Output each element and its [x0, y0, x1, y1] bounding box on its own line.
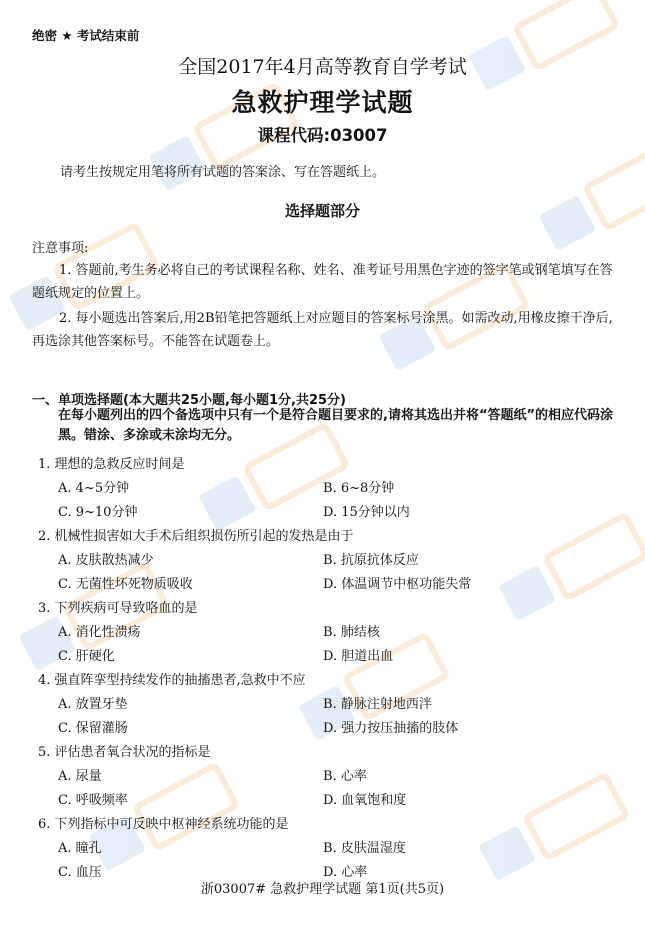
option-d: D. 体温调节中枢功能失常 — [323, 577, 472, 592]
intro-text: 请考生按规定用笔将所有试题的答案涂、写在答题纸上。 — [60, 165, 386, 180]
course-code: 课程代码:03007 — [257, 126, 388, 145]
subject-title: 急救护理学试题 — [231, 88, 414, 117]
option-c: C. 保留灌肠 — [58, 721, 128, 736]
question-stem: 5. 评估患者氧合状况的指标是 — [38, 745, 211, 760]
option-c: C. 无菌性坏死物质吸收 — [58, 577, 193, 592]
option-d: D. 15分钟以内 — [323, 505, 410, 520]
section-title: 选择题部分 — [284, 202, 360, 220]
option-c: C. 肝硬化 — [58, 649, 115, 664]
option-d: D. 心率 — [323, 865, 368, 880]
option-d: D. 胆道出血 — [323, 649, 394, 664]
watermark-logo — [475, 768, 636, 891]
option-b: B. 肺结核 — [323, 625, 380, 640]
option-c: C. 9~10分钟 — [58, 505, 138, 520]
question-stem: 3. 下列疾病可导致咯血的是 — [38, 601, 198, 616]
option-b: B. 心率 — [323, 769, 367, 784]
option-a: A. 4~5分钟 — [58, 481, 130, 496]
option-a: A. 放置牙垫 — [58, 697, 128, 712]
option-c: C. 呼吸频率 — [58, 793, 128, 808]
option-d: D. 血氧饱和度 — [323, 793, 407, 808]
part-one-instruction: 在每小题列出的四个备选项中只有一个是符合题目要求的,请将其选出并将“答题纸”的相应代码涂黑。错涂、多涂或未涂均无分。 — [58, 408, 614, 443]
question-stem: 1. 理想的急救反应时间是 — [38, 457, 185, 472]
notes-heading: 注意事项: — [32, 241, 89, 256]
page-footer: 浙03007# 急救护理学试题 第1页(共5页) — [200, 882, 445, 897]
part-one-heading: 一、单项选择题(本大题共25小题,每小题1分,共25分) — [32, 393, 346, 408]
watermark-logo — [495, 508, 645, 631]
option-a: A. 消化性溃疡 — [58, 625, 141, 640]
option-b: B. 静脉注射地西泮 — [323, 697, 432, 712]
note-item: 1. 答题前,考生务必将自己的考试课程名称、姓名、准考证号用黑色字迹的签字笔或钢笔填写在答题纸规定的位置上。 — [32, 263, 613, 301]
exam-title: 全国2017年4月高等教育自学考试 — [178, 56, 467, 78]
option-b: B. 抗原抗体反应 — [323, 553, 419, 568]
option-a: A. 皮肤散热减少 — [58, 553, 154, 568]
question-stem: 6. 下列指标中可反映中枢神经系统功能的是 — [38, 817, 289, 832]
secret-label: 绝密 ★ 考试结束前 — [32, 28, 140, 43]
option-a: A. 瞳孔 — [58, 841, 102, 856]
note-item: 2. 每小题选出答案后,用2B铅笔把答题纸上对应题目的答案标号涂黑。如需改动,用橡皮擦干净后,再选涂其他答案标号。不能答在试题卷上。 — [32, 311, 613, 349]
option-c: C. 血压 — [58, 865, 102, 880]
option-b: B. 6~8分钟 — [323, 481, 395, 496]
option-b: B. 皮肤温湿度 — [323, 841, 406, 856]
option-d: D. 强力按压抽搐的肢体 — [323, 721, 459, 736]
question-stem: 4. 强直阵挛型持续发作的抽搐患者,急救中不应 — [38, 673, 306, 688]
question-stem: 2. 机械性损害如大手术后组织损伤所引起的发热是由于 — [38, 529, 354, 544]
option-a: A. 尿量 — [58, 769, 102, 784]
